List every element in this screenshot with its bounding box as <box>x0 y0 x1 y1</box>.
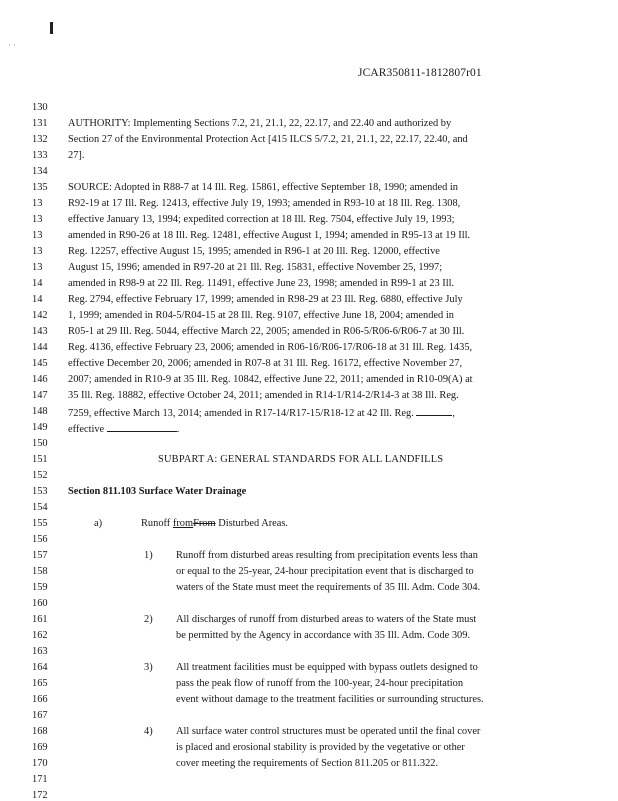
line-number: 168 <box>32 726 48 737</box>
line-number: 130 <box>32 102 48 113</box>
item-2-line: be permitted by the Agency in accordance with 35 Ill. Adm. Code 309. <box>176 630 471 641</box>
line-number: 148 <box>32 406 48 417</box>
source-line: effective . <box>68 424 180 435</box>
line-number: 13 <box>32 246 43 257</box>
line-number: 159 <box>32 582 48 593</box>
line-number: 162 <box>32 630 48 641</box>
effective-date-blank <box>107 422 177 432</box>
source-line: R92-19 at 17 Ill. Reg. 12413, effective July 19, 1993; amended in R93-10 at 18 Ill. Reg. 1308, <box>68 198 461 209</box>
line-number: 14 <box>32 294 43 305</box>
section-title: Section 811.103 Surface Water Drainage <box>68 486 247 497</box>
line-number: 13 <box>32 198 43 209</box>
item-4-line: All surface water control structures must be operated until the final cover <box>176 726 481 737</box>
line-number: 170 <box>32 758 48 769</box>
line-number: 156 <box>32 534 48 545</box>
line-number: 13 <box>32 230 43 241</box>
line-number: 132 <box>32 134 48 145</box>
line-number: 151 <box>32 454 48 465</box>
subsection-a-text: Runoff <box>141 518 171 529</box>
line-number: 172 <box>32 790 48 801</box>
source-line: 35 Ill. Reg. 18882, effective October 24, 2011; amended in R14-1/R14-2/R14-3 at 38 Ill. Reg. <box>68 390 459 401</box>
line-number: 164 <box>32 662 48 673</box>
authority-line: AUTHORITY: Implementing Sections 7.2, 21, 21.1, 22, 22.17, and 22.40 and authorized by <box>68 118 452 129</box>
authority-line: Section 27 of the Environmental Protection Act [415 ILCS 5/7.2, 21, 21.1, 22, 22.17, 22.40, and <box>68 134 468 145</box>
item-3-line: event without damage to the treatment facilities or surrounding structures. <box>176 694 484 705</box>
source-line: Reg. 2794, effective February 17, 1999; amended in R98-29 at 23 Ill. Reg. 6880, effective July <box>68 294 463 305</box>
line-number: 150 <box>32 438 48 449</box>
line-number: 166 <box>32 694 48 705</box>
line-number: 13 <box>32 262 43 273</box>
line-number: 171 <box>32 774 48 785</box>
item-4-line: cover meeting the requirements of Section 811.205 or 811.322. <box>176 758 439 769</box>
line-number: 144 <box>32 342 48 353</box>
item-3-line: All treatment facilities must be equipped with bypass outlets designed to <box>176 662 478 673</box>
source-line: Reg. 12257, effective August 15, 1995; amended in R96-1 at 20 Ill. Reg. 12000, effective <box>68 246 440 257</box>
line-number: 149 <box>32 422 48 433</box>
line-number: 153 <box>32 486 48 497</box>
item-label-4: 4) <box>144 726 153 737</box>
source-line: R05-1 at 29 Ill. Reg. 5044, effective March 22, 2005; amended in R06-5/R06-6/R06-7 at 30 Ill. <box>68 326 465 337</box>
item-3-line: pass the peak flow of runoff from the 100-year, 24-hour precipitation <box>176 678 464 689</box>
line-number: 160 <box>32 598 48 609</box>
source-line: effective January 13, 1994; expedited correction at 18 Ill. Reg. 7504, effective July 19, 1993; <box>68 214 455 225</box>
line-number: 135 <box>32 182 48 193</box>
subsection-a-heading <box>141 518 288 529</box>
line-number: 131 <box>32 118 48 129</box>
line-number: 14 <box>32 278 43 289</box>
line-number: 152 <box>32 470 48 481</box>
line-number: 155 <box>32 518 48 529</box>
line-number: 169 <box>32 742 48 753</box>
line-number: 154 <box>32 502 48 513</box>
source-line: SOURCE: Adopted in R88-7 at 14 Ill. Reg. 15861, effective September 18, 1990; amended in <box>68 182 458 193</box>
line-number: 134 <box>32 166 48 177</box>
line-number: 143 <box>32 326 48 337</box>
document-id: JCAR350811-1812807r01 <box>358 67 482 79</box>
line-number: 163 <box>32 646 48 657</box>
subsection-a-label: a) <box>94 518 103 529</box>
scan-speck: · · <box>8 40 17 50</box>
item-label-1: 1) <box>144 550 153 561</box>
scan-mark <box>50 22 53 34</box>
item-label-2: 2) <box>144 614 153 625</box>
source-line: amended in R98-9 at 22 Ill. Reg. 11491, effective June 23, 1998; amended in R99-1 at 23 Ill. <box>68 278 455 289</box>
subsection-a-text-rest: Disturbed Areas. <box>218 518 289 529</box>
source-line: 7259, effective March 13, 2014; amended in R17-14/R17-15/R18-12 at 42 Ill. Reg. , <box>68 408 456 419</box>
source-line: 1, 1999; amended in R04-5/R04-15 at 28 Ill. Reg. 9107, effective June 18, 2004; amended in <box>68 310 454 321</box>
subpart-heading: SUBPART A: GENERAL STANDARDS FOR ALL LANDFILLS <box>158 454 444 465</box>
source-line: August 15, 1996; amended in R97-20 at 21 Ill. Reg. 15831, effective November 25, 1997; <box>68 262 443 273</box>
line-number: 146 <box>32 374 48 385</box>
authority-line: 27]. <box>68 150 85 161</box>
inserted-text: from <box>172 518 194 529</box>
item-2-line: All discharges of runoff from disturbed areas to waters of the State must <box>176 614 477 625</box>
line-number: 145 <box>32 358 48 369</box>
line-number: 165 <box>32 678 48 689</box>
line-number: 142 <box>32 310 48 321</box>
line-number: 157 <box>32 550 48 561</box>
item-label-3: 3) <box>144 662 153 673</box>
source-line: 2007; amended in R10-9 at 35 Ill. Reg. 10842, effective June 22, 2011; amended in R10-09(A) at <box>68 374 473 385</box>
register-number-blank <box>416 406 452 416</box>
source-line: amended in R90-26 at 18 Ill. Reg. 12481, effective August 1, 1994; amended in R95-13 at 19 Ill. <box>68 230 471 241</box>
line-number: 158 <box>32 566 48 577</box>
item-1-line: waters of the State must meet the requirements of 35 Ill. Adm. Code 304. <box>176 582 481 593</box>
line-number: 13 <box>32 214 43 225</box>
line-number: 147 <box>32 390 48 401</box>
source-line: effective December 20, 2006; amended in R07-8 at 31 Ill. Reg. 16172, effective November 27, <box>68 358 463 369</box>
deleted-text: From <box>193 518 216 529</box>
source-line-text: 7259, effective March 13, 2014; amended in R17-14/R17-15/R18-12 at 42 Ill. Reg. <box>68 408 414 419</box>
line-number: 167 <box>32 710 48 721</box>
item-1-line: Runoff from disturbed areas resulting from precipitation events less than <box>176 550 478 561</box>
source-line: Reg. 4136, effective February 23, 2006; amended in R06-16/R06-17/R06-18 at 31 Ill. Reg. 1435, <box>68 342 473 353</box>
line-number: 161 <box>32 614 48 625</box>
source-effective-label: effective <box>68 424 105 435</box>
item-4-line: is placed and erosional stability is provided by the vegetative or other <box>176 742 465 753</box>
line-number: 133 <box>32 150 48 161</box>
item-1-line: or equal to the 25-year, 24-hour precipitation event that is discharged to <box>176 566 474 577</box>
